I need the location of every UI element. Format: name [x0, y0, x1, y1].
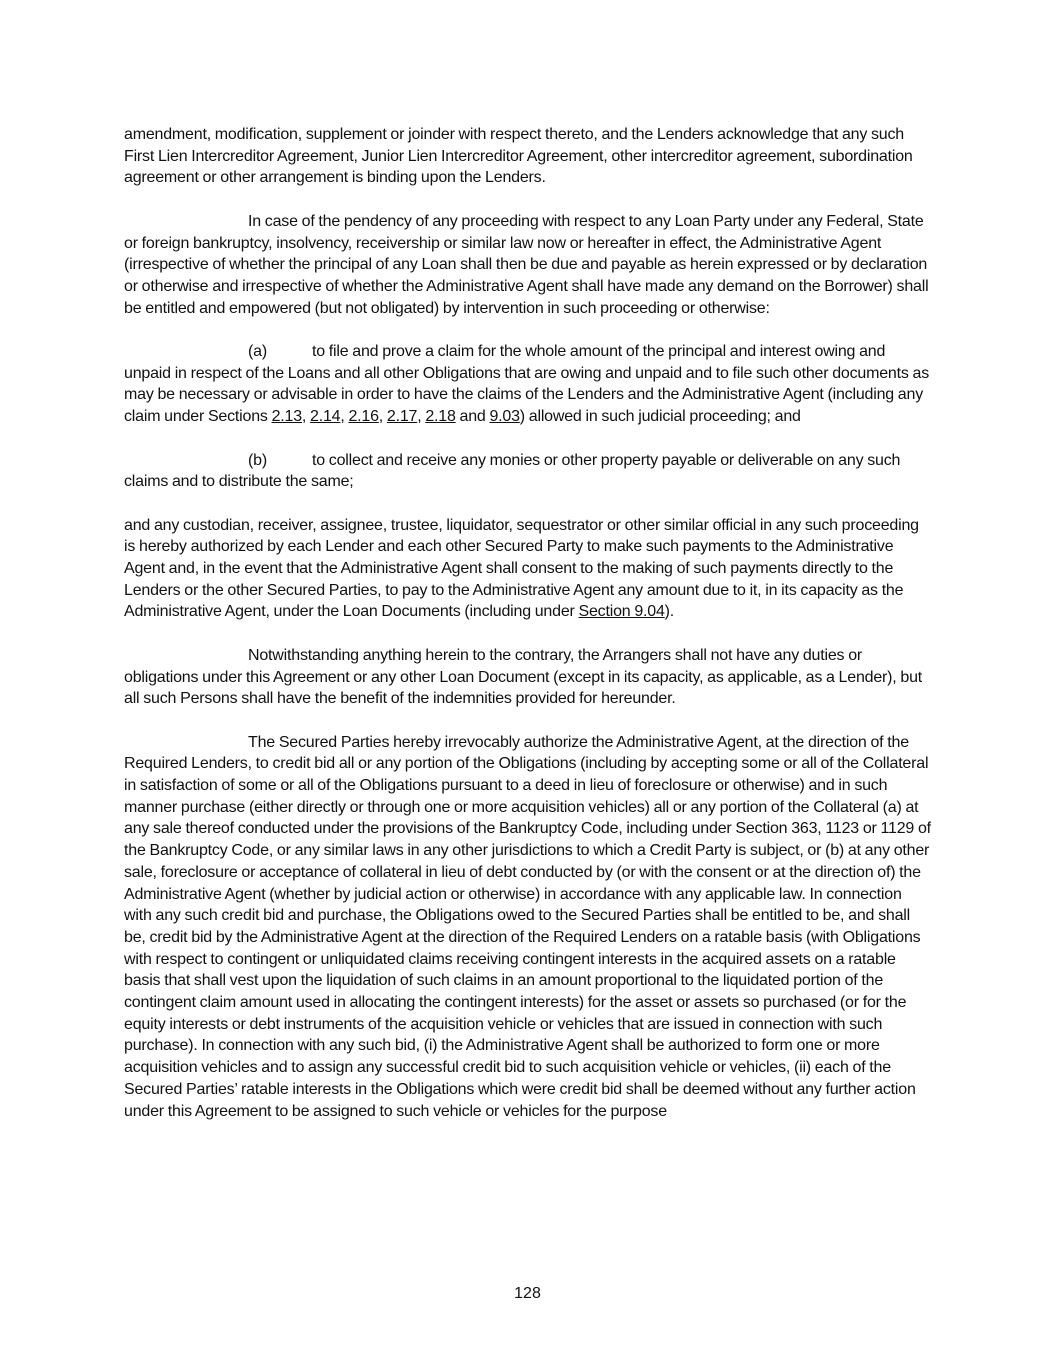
section-ref-9-04: Section 9.04 — [578, 603, 665, 621]
clause-b-label: (b) — [248, 451, 267, 469]
clause-a-text-end: ) allowed in such judicial proceeding; and — [519, 408, 801, 426]
section-ref-2-13: 2.13 — [271, 408, 302, 426]
separator: , — [417, 408, 426, 426]
paragraph-custodian-text: and any custodian, receiver, assignee, trustee, liquidator, sequestrator or other similar official in any such proceeding is hereby authorized by each Lender and each other Secured Party to make such payments to the Administrative Agent and, in the event that the Administrative Agent shall consent to the making of such payments directly to the Lenders or the other Secured Parties, to pay to the Administrative Agent any amount due to it, in its capacity as the Administrative Agent, under the Loan Documents (including under — [124, 516, 919, 621]
paragraph-credit-bid: The Secured Parties hereby irrevocably authorize the Administrative Agent, at the direction of the Required Lenders, to credit bid all or any portion of the Obligations (including by accepting some or all of the Collateral in satisfaction of some or all of the Obligations pursuant to a deed in lieu of foreclosure or otherwise) and in such manner purchase (either directly or through one or more acquisition vehicles) all or any portion of the Collateral (a) at any sale thereof conducted under the provisions of the Bankruptcy Code, including under Section 363, 1123 or 1129 of the Bankruptcy Code, or any similar laws in any other jurisdictions to which a Credit Party is subject, or (b) at any other sale, foreclosure or acceptance of collateral in lieu of debt conducted by (or with the consent or at the direction of) the Administrative Agent (whether by judicial action or otherwise) in accordance with any applicable law. In connection with any such credit bid and purchase, the Obligations owed to the Secured Parties shall be entitled to be, and shall be, credit bid by the Administrative Agent at the direction of the Required Lenders on a ratable basis (with Obligations with respect to contingent or unliquidated claims receiving contingent interests in the acquired assets on a ratable basis that shall vest upon the liquidation of such claims in an amount proportional to the liquidated portion of the contingent claim amount used in allocating the contingent interests) for the asset or assets so purchased (or for the equity interests or debt instruments of the acquisition vehicle or vehicles that are issued in connection with such purchase). In connection with any such bid, (i) the Administrative Agent shall be authorized to form one or more acquisition vehicles and to assign any successful credit bid to such acquisition vehicle or vehicles, (ii) each of the Secured Parties’ ratable interests in the Obligations which were credit bid shall be deemed without any further action under this Agreement to be assigned to such vehicle or vehicles for the purpose — [124, 733, 931, 1120]
paragraph-custodian-text-end: ). — [664, 603, 675, 621]
clause-b — [124, 450, 932, 493]
page-number: 128 — [514, 1285, 541, 1302]
clause-a-text: to file and prove a claim for the whole amount of the principal and interest owing and unpaid in respect of the Loans and all other Obligations that are owing and unpaid and to file such other documents as may be necessary or advisable in order to have the claims of the Lenders and the Administrative Agent (including any claim under Sections — [124, 343, 930, 426]
paragraph-arrangers: Notwithstanding anything herein to the contrary, the Arrangers shall not have any duties or obligations under this Agreement or any other Loan Document (except in its capacity, as applicable, as a Lender), but all such Persons shall have the benefit of the indemnities provided for hereunder. — [124, 646, 923, 708]
separator: , — [301, 408, 310, 426]
section-ref-9-03: 9.03 — [489, 408, 520, 426]
section-ref-2-18: 2.18 — [425, 408, 456, 426]
clause-a — [124, 341, 932, 428]
document-body — [124, 124, 932, 1144]
separator: and — [455, 408, 490, 426]
section-ref-2-16: 2.16 — [348, 408, 379, 426]
paragraph-intercreditor-ack: amendment, modification, supplement or joinder with respect thereto, and the Lenders acknowledge that any such First Lien Intercreditor Agreement, Junior Lien Intercreditor Agreement, other intercreditor agreement, subordination agreement or other arrangement is binding upon the Lenders. — [124, 126, 913, 187]
separator: , — [378, 408, 387, 426]
section-ref-2-14: 2.14 — [310, 408, 341, 426]
clause-b-text: to collect and receive any monies or other property payable or deliverable on any such claims and to distribute the same; — [124, 451, 901, 491]
paragraph-custodian-payments — [124, 515, 932, 624]
separator: , — [340, 408, 349, 426]
paragraph-pendency-proceeding: In case of the pendency of any proceeding with respect to any Loan Party under any Federal, State or foreign bankruptcy, insolvency, receivership or similar law now or hereafter in effect, the Administrative Agent (irrespective of whether the principal of any Loan shall then be due and payable as herein expressed or by declaration or otherwise and irrespective of whether the Administrative Agent shall have made any demand on the Borrower) shall be entitled and empowered (but not obligated) by intervention in such proceeding or otherwise: — [124, 212, 929, 317]
section-ref-2-17: 2.17 — [386, 408, 418, 426]
clause-a-label: (a) — [248, 343, 267, 360]
